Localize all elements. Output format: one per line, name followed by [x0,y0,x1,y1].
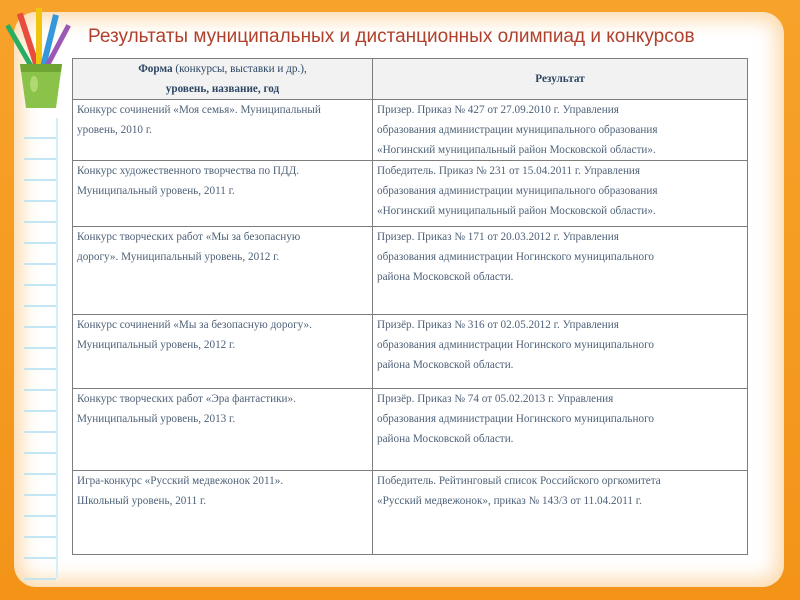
margin-line-decoration [56,118,58,578]
result-cell [373,389,748,471]
table-row [73,389,748,471]
cell-line: Школьный уровень, 2011 г. [77,495,207,507]
header-form-line2: уровень, название, год [165,83,280,95]
cell-line: Призер. Приказ № 171 от 20.03.2012 г. Управления [377,231,619,243]
form-cell [73,161,373,227]
result-cell [373,227,748,315]
cell-line: Муниципальный уровень, 2012 г. [77,339,236,351]
form-cell [73,315,373,389]
result-cell [373,471,748,555]
table-row [73,161,748,227]
cell-line: Муниципальный уровень, 2011 г. [77,185,235,197]
table-row [73,100,748,161]
cell-line: образования администрации муниципального образования [377,185,658,197]
cell-line: Конкурс сочинений «Моя семья». Муниципальный [77,104,321,116]
pencil-cup-icon [6,8,76,113]
form-cell [73,471,373,555]
cell-line: образования администрации Ногинского муниципального [377,339,655,351]
cell-line: Победитель. Рейтинговый список Российского оргкомитета [377,475,661,487]
cell-line: района Московской области. [377,433,514,445]
cell-line: «Ногинский муниципальный район Московской области». [377,205,656,217]
header-form-bold: Форма [138,63,173,75]
result-cell [373,161,748,227]
cell-line: Муниципальный уровень, 2013 г. [77,413,236,425]
results-table [72,58,748,555]
page-title: Результаты муниципальных и дистанционных олимпиад и конкурсов [88,26,695,47]
cell-line: «Русский медвежонок», приказ № 143/3 от 11.04.2011 г. [377,495,642,507]
header-form [73,59,373,100]
header-form-normal: (конкурсы, выставки и др.), [172,63,307,75]
table-row [73,315,748,389]
cell-line: Игра-конкурс «Русский медвежонок 2011». [77,475,284,487]
table-row [73,471,748,555]
cell-line: Конкурс творческих работ «Мы за безопасную [77,231,301,243]
ruler-decoration [24,118,56,588]
cell-line: Призёр. Приказ № 74 от 05.02.2013 г. Управления [377,393,614,405]
cell-line: Призёр. Приказ № 316 от 02.05.2012 г. Управления [377,319,619,331]
cell-line: образования администрации муниципального образования [377,124,658,136]
header-result: Результат [373,59,748,100]
cell-line: уровень, 2010 г. [77,124,152,136]
cell-line: образования администрации Ногинского муниципального [377,413,655,425]
form-cell [73,100,373,161]
cell-line: дорогу». Муниципальный уровень, 2012 г. [77,251,280,263]
cell-line: «Ногинский муниципальный район Московской области». [377,144,656,156]
result-cell [373,315,748,389]
table-row [73,227,748,315]
cell-line: Конкурс сочинений «Мы за безопасную дорогу». [77,319,312,331]
cell-line: района Московской области. [377,271,514,283]
cell-line: Конкурс художественного творчества по ПДД. [77,165,300,177]
cell-line: Призер. Приказ № 427 от 27.09.2010 г. Управления [377,104,619,116]
cell-line: района Московской области. [377,359,514,371]
form-cell [73,389,373,471]
cell-line: образования администрации Ногинского муниципального [377,251,655,263]
result-cell [373,100,748,161]
cell-line: Конкурс творческих работ «Эра фантастики». [77,393,296,405]
form-cell [73,227,373,315]
cell-line: Победитель. Приказ № 231 от 15.04.2011 г. Управления [377,165,641,177]
